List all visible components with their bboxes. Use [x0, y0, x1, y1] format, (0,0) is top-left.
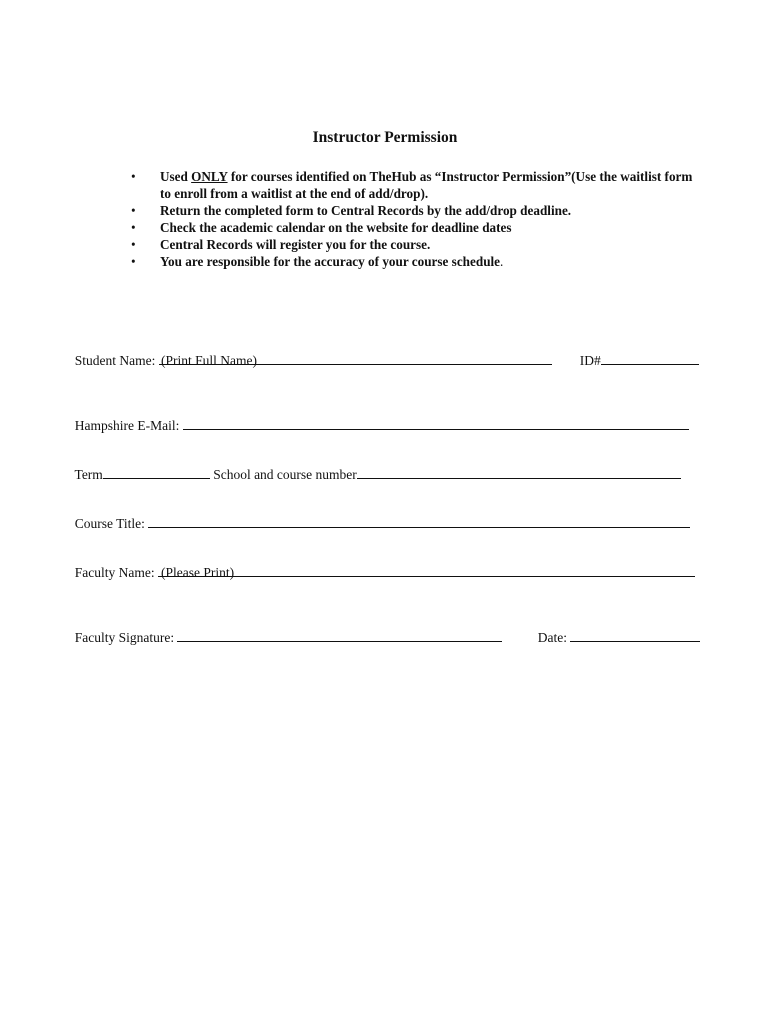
id-field[interactable] — [601, 352, 699, 365]
faculty-signature-field[interactable] — [177, 629, 502, 642]
date-row — [531, 613, 700, 646]
id-label: ID# — [579, 353, 601, 368]
course-title-field[interactable] — [148, 515, 690, 528]
date-field[interactable] — [570, 629, 700, 642]
instruction-text: Used — [160, 169, 192, 184]
instruction-text: Check the academic calendar on the website for deadline dates — [160, 220, 512, 235]
school-course-label: School and course number — [209, 467, 357, 482]
term-label: Term — [74, 467, 103, 482]
bullet-icon: • — [131, 169, 136, 184]
faculty-signature-label: Faculty Signature: — [74, 630, 178, 645]
instruction-item — [128, 202, 698, 219]
student-name-label: Student Name: — [74, 353, 159, 368]
faculty-name-label: Faculty Name: — [74, 565, 158, 580]
course-title-row — [68, 499, 690, 532]
id-row — [573, 336, 699, 369]
email-row — [68, 401, 689, 434]
bullet-icon: • — [131, 203, 136, 218]
faculty-name-field[interactable] — [158, 564, 695, 577]
instruction-text: Return the completed form to Central Records by the add/drop deadline. — [160, 203, 572, 218]
term-field[interactable] — [103, 466, 210, 479]
course-title-label: Course Title: — [74, 516, 149, 531]
email-label: Hampshire E-Mail: — [74, 418, 183, 433]
page-title: Instructor Permission — [312, 129, 458, 146]
instruction-text: for courses identified on TheHub as “Instructor Permission”(Use the waitlist form to enroll from a waitlist at the end of add/drop). — [160, 169, 693, 201]
instruction-item — [128, 219, 698, 236]
faculty-signature-row — [68, 613, 502, 646]
print-full-name-hint: (Print Full Name) — [161, 353, 257, 368]
instruction-text: You are responsible for the accuracy of your course schedule — [160, 254, 501, 269]
student-name-row — [68, 336, 552, 369]
bullet-icon: • — [131, 220, 136, 235]
instructions-list — [128, 168, 698, 270]
date-label: Date: — [537, 630, 571, 645]
school-course-field[interactable] — [357, 466, 681, 479]
instruction-item — [128, 253, 698, 270]
instruction-text: Central Records will register you for the course. — [160, 237, 431, 252]
bullet-icon: • — [131, 237, 136, 252]
bullet-icon: • — [131, 254, 136, 269]
email-field[interactable] — [183, 417, 689, 430]
instruction-item — [128, 236, 698, 253]
instruction-emphasis: ONLY — [191, 169, 228, 184]
please-print-hint: (Please Print) — [161, 565, 235, 580]
term-row — [68, 450, 681, 483]
instruction-text: . — [500, 254, 504, 269]
instruction-item — [128, 168, 698, 202]
